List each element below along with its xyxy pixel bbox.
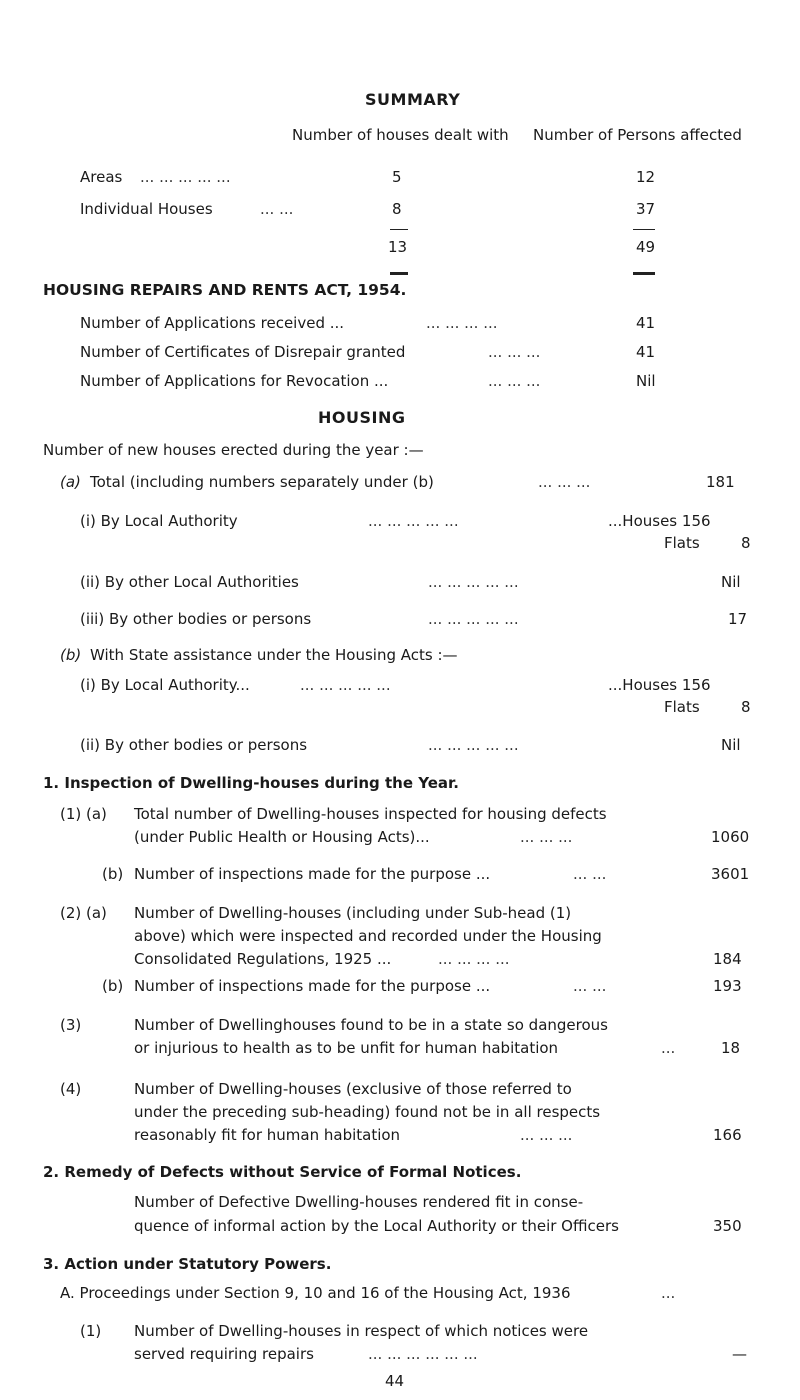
section3-heading: 3. Action under Statutory Powers. xyxy=(43,1255,332,1273)
leader-dots: ... ... ... xyxy=(538,473,591,491)
housing-i-flats-value: 8 xyxy=(741,534,751,552)
leader-dots: ... ... ... ... ... xyxy=(368,512,459,530)
housing-iii-value: 17 xyxy=(728,610,748,628)
s1a-value: 1060 xyxy=(711,828,750,846)
section1-heading: 1. Inspection of Dwelling-houses during the Year. xyxy=(43,774,459,792)
repairs-row-label: Number of Applications for Revocation ... xyxy=(80,372,389,390)
s4-line3: reasonably fit for human habitation xyxy=(134,1126,401,1144)
section2-line1: Number of Defective Dwelling-houses rendered fit in conse- xyxy=(134,1193,584,1211)
leader-dots: ... ... ... ... ... xyxy=(140,168,231,186)
s1b-text: Number of inspections made for the purpose ... xyxy=(134,865,491,883)
summary-col2-header: Number of Persons affected xyxy=(533,126,742,144)
divider xyxy=(390,229,408,230)
s2b-num: (b) xyxy=(102,977,124,995)
section2-line2: quence of informal action by the Local Authority or their Officers xyxy=(134,1217,619,1235)
s3-value: 18 xyxy=(721,1039,741,1057)
repairs-heading: HOUSING REPAIRS AND RENTS ACT, 1954. xyxy=(43,281,407,299)
housing-i-label: (i) By Local Authority xyxy=(80,512,238,530)
housing-a-label: (a) xyxy=(60,473,81,491)
s1a-line1: Total number of Dwelling-houses inspected for housing defects xyxy=(134,805,607,823)
divider xyxy=(633,229,655,230)
section2-heading: 2. Remedy of Defects without Service of Formal Notices. xyxy=(43,1163,522,1181)
leader-dots: ... ... ... ... ... xyxy=(428,736,519,754)
s2a-num: (2) (a) xyxy=(60,904,107,922)
divider xyxy=(633,272,655,275)
s2b-value: 193 xyxy=(713,977,742,995)
s2a-value: 184 xyxy=(713,950,742,968)
summary-total-persons: 49 xyxy=(636,238,656,256)
leader-dots: ... ... ... ... ... xyxy=(428,573,519,591)
housing-a-value: 181 xyxy=(706,473,735,491)
summary-row-label: Areas xyxy=(80,168,123,186)
summary-row-houses: 5 xyxy=(392,168,402,186)
leader-dots: ... ... xyxy=(260,200,294,218)
housing-bi-flats-value: 8 xyxy=(741,698,751,716)
housing-bii-label: (ii) By other bodies or persons xyxy=(80,736,308,754)
section2-value: 350 xyxy=(713,1217,742,1235)
housing-bi-houses: ...Houses 156 xyxy=(608,676,711,694)
s1b-value: 3601 xyxy=(711,865,750,883)
leader-dots: ... ... ... xyxy=(488,343,541,361)
housing-iii-label: (iii) By other bodies or persons xyxy=(80,610,312,628)
leader-dots: ... ... ... xyxy=(520,1126,573,1144)
leader-dots: ... ... xyxy=(573,865,607,883)
repairs-row-value: 41 xyxy=(636,343,656,361)
leader-dots: ... ... xyxy=(573,977,607,995)
leader-dots: ... ... ... xyxy=(488,372,541,390)
summary-row-houses: 8 xyxy=(392,200,402,218)
s2a-line3: Consolidated Regulations, 1925 ... xyxy=(134,950,392,968)
s4-num: (4) xyxy=(60,1080,82,1098)
leader-dots: ... xyxy=(661,1039,676,1057)
section3-s1-num: (1) xyxy=(80,1322,102,1340)
leader-dots: ... ... ... ... ... ... xyxy=(368,1345,478,1363)
housing-b-text: With State assistance under the Housing Acts :— xyxy=(90,646,458,664)
s4-line2: under the preceding sub-heading) found not be in all respects xyxy=(134,1103,601,1121)
summary-col1-header: Number of houses dealt with xyxy=(292,126,509,144)
housing-i-houses: ...Houses 156 xyxy=(608,512,711,530)
leader-dots: ... ... ... ... ... xyxy=(300,676,391,694)
summary-total-houses: 13 xyxy=(388,238,408,256)
page-number: 44 xyxy=(385,1372,405,1390)
s2a-line2: above) which were inspected and recorded under the Housing xyxy=(134,927,602,945)
leader-dots: ... ... ... xyxy=(520,828,573,846)
leader-dots: ... ... ... ... ... xyxy=(428,610,519,628)
summary-title: SUMMARY xyxy=(365,90,461,109)
s2b-text: Number of inspections made for the purpose ... xyxy=(134,977,491,995)
s3-line2: or injurious to health as to be unfit for human habitation xyxy=(134,1039,559,1057)
repairs-row-value: 41 xyxy=(636,314,656,332)
repairs-row-label: Number of Applications received ... xyxy=(80,314,345,332)
section3-s1-value: — xyxy=(732,1345,747,1363)
s3-line1: Number of Dwellinghouses found to be in a state so dangerous xyxy=(134,1016,608,1034)
s1a-line2: (under Public Health or Housing Acts)... xyxy=(134,828,430,846)
housing-ii-label: (ii) By other Local Authorities xyxy=(80,573,299,591)
s2a-line1: Number of Dwelling-houses (including under Sub-head (1) xyxy=(134,904,572,922)
housing-ii-value: Nil xyxy=(721,573,741,591)
s3-num: (3) xyxy=(60,1016,82,1034)
repairs-row-value: Nil xyxy=(636,372,656,390)
leader-dots: ... ... ... ... xyxy=(438,950,510,968)
section3-a-text: A. Proceedings under Section 9, 10 and 16 of the Housing Act, 1936 xyxy=(60,1284,571,1302)
s4-line1: Number of Dwelling-houses (exclusive of those referred to xyxy=(134,1080,572,1098)
section3-s1-line2: served requiring repairs xyxy=(134,1345,314,1363)
s1a-num: (1) (a) xyxy=(60,805,107,823)
repairs-row-label: Number of Certificates of Disrepair granted xyxy=(80,343,406,361)
summary-row-persons: 12 xyxy=(636,168,656,186)
housing-a-text: Total (including numbers separately under (b) xyxy=(90,473,434,491)
housing-bii-value: Nil xyxy=(721,736,741,754)
housing-b-label: (b) xyxy=(60,646,82,664)
housing-i-flats-label: Flats xyxy=(664,534,700,552)
housing-bi-label: (i) By Local Authority... xyxy=(80,676,250,694)
housing-bi-flats-label: Flats xyxy=(664,698,700,716)
leader-dots: ... xyxy=(661,1284,676,1302)
summary-row-persons: 37 xyxy=(636,200,656,218)
s4-value: 166 xyxy=(713,1126,742,1144)
s1b-num: (b) xyxy=(102,865,124,883)
divider xyxy=(390,272,408,275)
housing-intro: Number of new houses erected during the year :— xyxy=(43,441,424,459)
leader-dots: ... ... ... ... xyxy=(426,314,498,332)
section3-s1-line1: Number of Dwelling-houses in respect of which notices were xyxy=(134,1322,589,1340)
summary-row-label: Individual Houses xyxy=(80,200,213,218)
housing-heading: HOUSING xyxy=(318,408,406,427)
